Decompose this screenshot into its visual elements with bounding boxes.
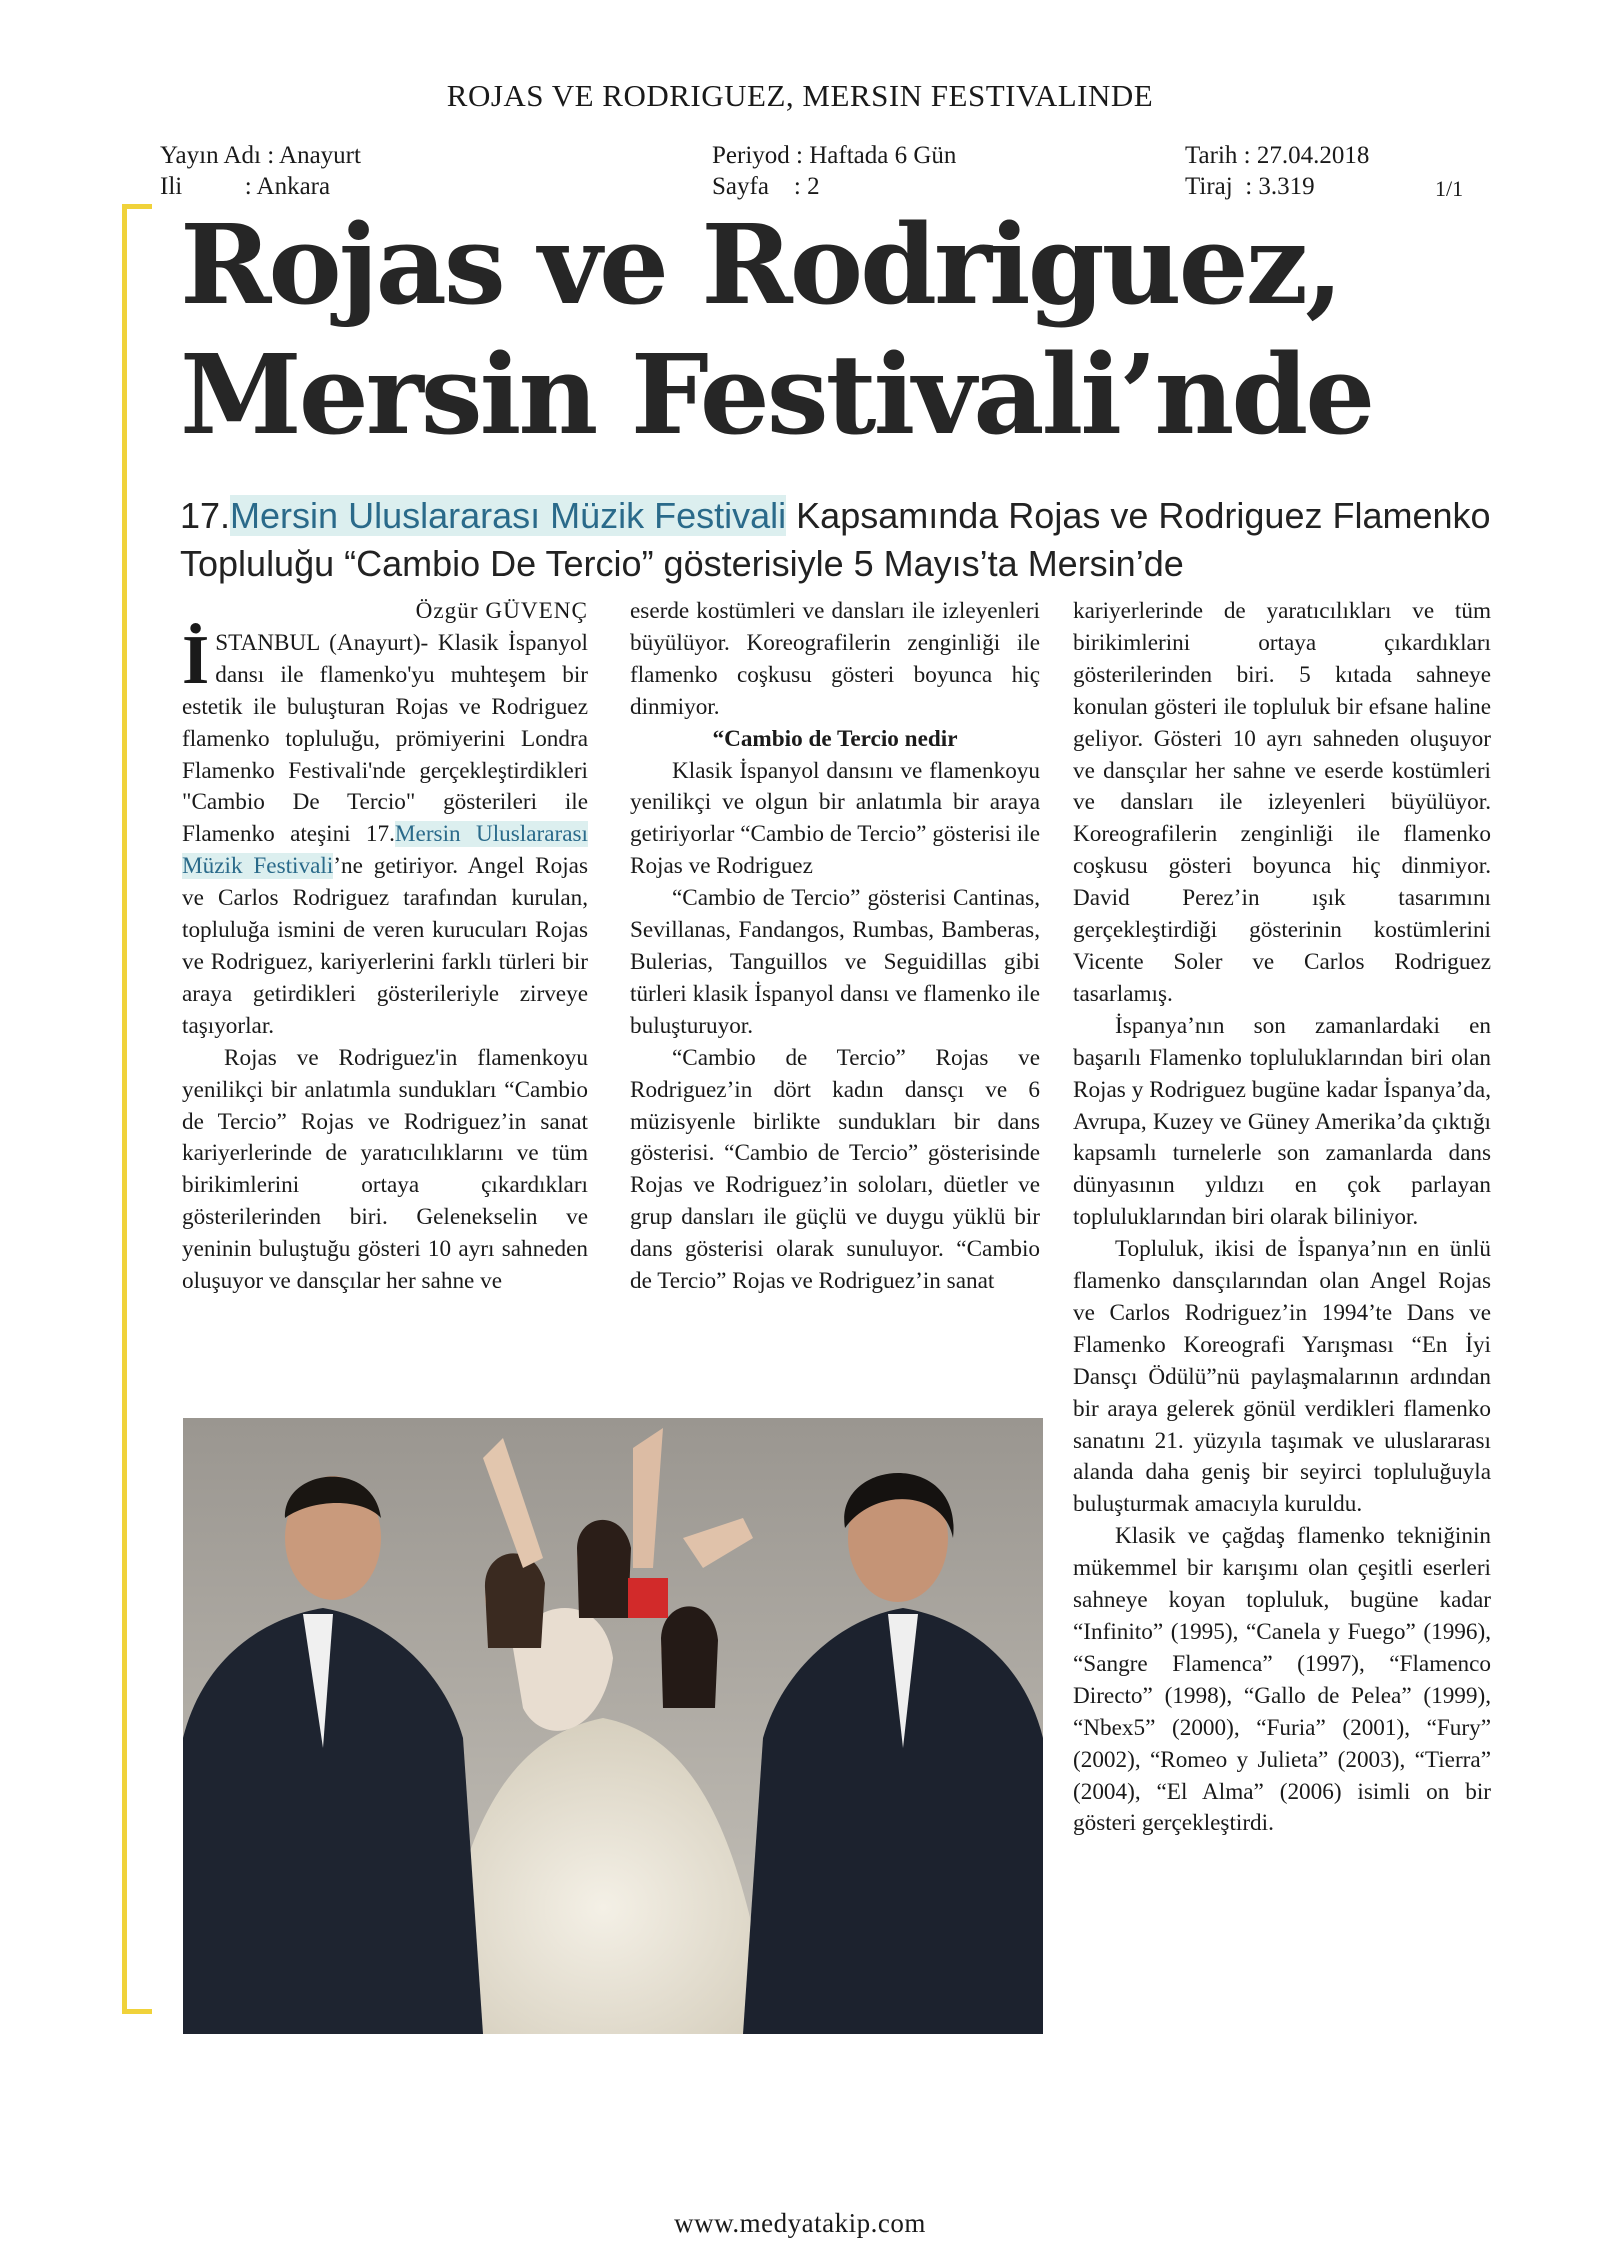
meta-sayfa: Sayfa : 2 xyxy=(712,173,820,200)
meta-ili: Ili : Ankara xyxy=(160,173,331,200)
page-fraction: 1/1 xyxy=(1435,176,1464,201)
meta-left xyxy=(160,140,361,202)
paragraph: Klasik ve çağdaş flamenko tekniğinin mükemmel bir karışımı olan çeşitli eserleri sahneye koyan topluluk, bugüne kadar “Infinito” (1995), “Canela y Fuego” (1996), “Sangre Flamenca” (1997), “Flamenco Directo” (1998), “Gallo de Pelea” (1999), “Nbex5” (2000), “Furia” (2001), “Fury” (2002), “Romeo y Julieta” (2003), “Tierra” (2004), “El Alma” (2006) isimli on bir gösteri gerçekleştirdi. xyxy=(1073,1523,1491,1837)
headline-line-1: Rojas ve Rodriguez, xyxy=(180,200,1341,329)
paragraph: eserde kostümleri ve dansları ile izleyenleri büyülüyor. Koreografilerin zenginliği ile flamenko coşkusu gösteri boyunca hiç dinmiyor. xyxy=(630,598,1040,720)
paragraph: “Cambio de Tercio” Rojas ve Rodriguez’in dört kadın dansçı ve 6 müzisyenle birlikte sundukları bir dans gösterisi. “Cambio de Tercio” gösterisinde Rojas ve Rodriguez’in soloları, düetler ve grup dansları ile güçlü ve duygu yüklü bir dans gösterisi olarak sunuluyor. “Cambio de Tercio” Rojas ve Rodriguez’in sanat xyxy=(630,1044,1040,1295)
deck-rest: Kapsamında Rojas ve Rodriguez Flamenko Topluluğu “Cambio De Tercio” gösterisiyle 5 Mayıs’ta Mersin’de xyxy=(180,495,1491,584)
subheading: “Cambio de Tercio nedir xyxy=(712,725,958,752)
deck-prefix: 17. xyxy=(180,495,231,536)
article-column-3 xyxy=(1073,596,1491,1840)
headline-line-2: Mersin Festivali’nde xyxy=(180,330,1373,459)
festival-highlight: Mersin Uluslararası Müzik Festivali xyxy=(182,821,588,880)
meta-tarih: Tarih : 27.04.2018 xyxy=(1185,142,1370,169)
dancers-photo xyxy=(183,1418,1043,2034)
paragraph xyxy=(182,621,589,1043)
article-column-2 xyxy=(630,596,1040,1298)
meta-tiraj: Tiraj : 3.319 xyxy=(1185,173,1315,200)
paragraph-text: STANBUL (Anayurt)- Klasik İspanyol dansı ile flamenko'yu muhteşem bir estetik ile buluşturan Rojas ve Rodriguez flamenko topluluğu, prömiyerini Londra Flamenko Festivali'nde gerçekleştirdikleri "Cambio De Tercio" gösterileri ile Flamenko ateşini 17. xyxy=(182,629,588,848)
paragraph-text: ’ne getiriyor. Angel Rojas ve Carlos Rodriguez tarafından kurulan, topluluğa ismini de veren kurucuları Rojas ve Rodriguez, kariyerlerini farklı türleri bir araya getirdikleri gösterileriyle zirveye taşıyorlar. xyxy=(182,853,589,1039)
paragraph: “Cambio de Tercio” gösterisi Cantinas, Sevillanas, Fandangos, Rumbas, Bamberas, Bulerias, Tanguillos ve Seguidillas gibi türleri klasik İspanyol dansı ve flamenko ile buluşturuyor. xyxy=(630,885,1040,1039)
article-column-1 xyxy=(182,596,588,1298)
meta-yayin-adi: Yayın Adı : Anayurt xyxy=(160,142,361,169)
deck-highlight: Mersin Uluslararası Müzik Festivali xyxy=(230,495,787,536)
article-headline xyxy=(180,200,1510,460)
meta-right xyxy=(1185,140,1369,202)
article-deck xyxy=(180,492,1510,588)
document-title: ROJAS VE RODRIGUEZ, MERSIN FESTIVALINDE xyxy=(446,78,1154,113)
drop-cap: İ xyxy=(182,621,210,699)
paragraph: İspanya’nın son zamanlardaki en başarılı Flamenko topluluklarından biri olan Rojas y Rodriguez bugüne kadar İspanya’da, Avrupa, Kuzey ve Güney Amerika’da çıktığı kapsamlı turnelerle son zamanlarda dans dünyasının yıldızı en çok parlayan topluluklarından biri olarak biliniyor. xyxy=(1073,1012,1491,1231)
paragraph: Topluluk, ikisi de İspanya’nın en ünlü flamenko dansçılarından olan Angel Rojas ve Carlos Rodriguez’in 1994’te Dans ve Flamenko Koreografi Yarışması “En İyi Dansçı Ödülü”nü paylaşmalarının ardından bir araya gelerek gönül verdikleri flamenko sanatını 21. yüzyıla taşımak ve uluslararası alanda daha geniş bir seyirci topluluğuyla buluşturmak amacıyla kuruldu. xyxy=(1073,1236,1491,1518)
clipping-frame-bar xyxy=(122,204,152,2014)
paragraph: Rojas ve Rodriguez'in flamenkoyu yenilikçi bir anlatımla sundukları “Cambio de Tercio” Rojas ve Rodriguez’in sanat kariyerlerinde de yaratıcılıklarını ve tüm birikimlerini ortaya çıkardıkları gösterilerinden biri. Gelenekselin ve yeninin buluştuğu gösteri 10 ayrı sahneden oluşuyor ve dansçılar her sahne ve xyxy=(182,1044,588,1295)
meta-middle xyxy=(712,140,956,202)
paragraph: kariyerlerinde de yaratıcılıkları ve tüm birikimlerini ortaya çıkardıkları gösterilerinden biri. 5 kıtada sahneye konulan gösteri ile topluluk bir efsane haline geliyor. Gösteri 10 ayrı sahneden oluşuyor ve dansçılar her sahne ve eserde kostümleri ve dansları ile izleyenleri büyülüyor. Koreografilerin zenginliği ile flamenko coşkusu gösteri boyunca hiç dinmiyor. David Perez’in ışık tasarımını gerçekleştirdiği gösterinin kostümlerini Vicente Soler ve Carlos Rodriguez tasarlamış. xyxy=(1073,598,1491,1007)
meta-periyod: Periyod : Haftada 6 Gün xyxy=(712,142,957,169)
byline: Özgür GÜVENÇ xyxy=(415,598,588,624)
source-footer: www.medyatakip.com xyxy=(674,2208,926,2238)
paragraph: Klasik İspanyol dansını ve flamenkoyu yenilikçi ve olgun bir anlatımla bir araya getiriyorlar “Cambio de Tercio” gösterisi ile Rojas ve Rodriguez xyxy=(630,757,1040,880)
article-photo xyxy=(183,1418,1043,2034)
